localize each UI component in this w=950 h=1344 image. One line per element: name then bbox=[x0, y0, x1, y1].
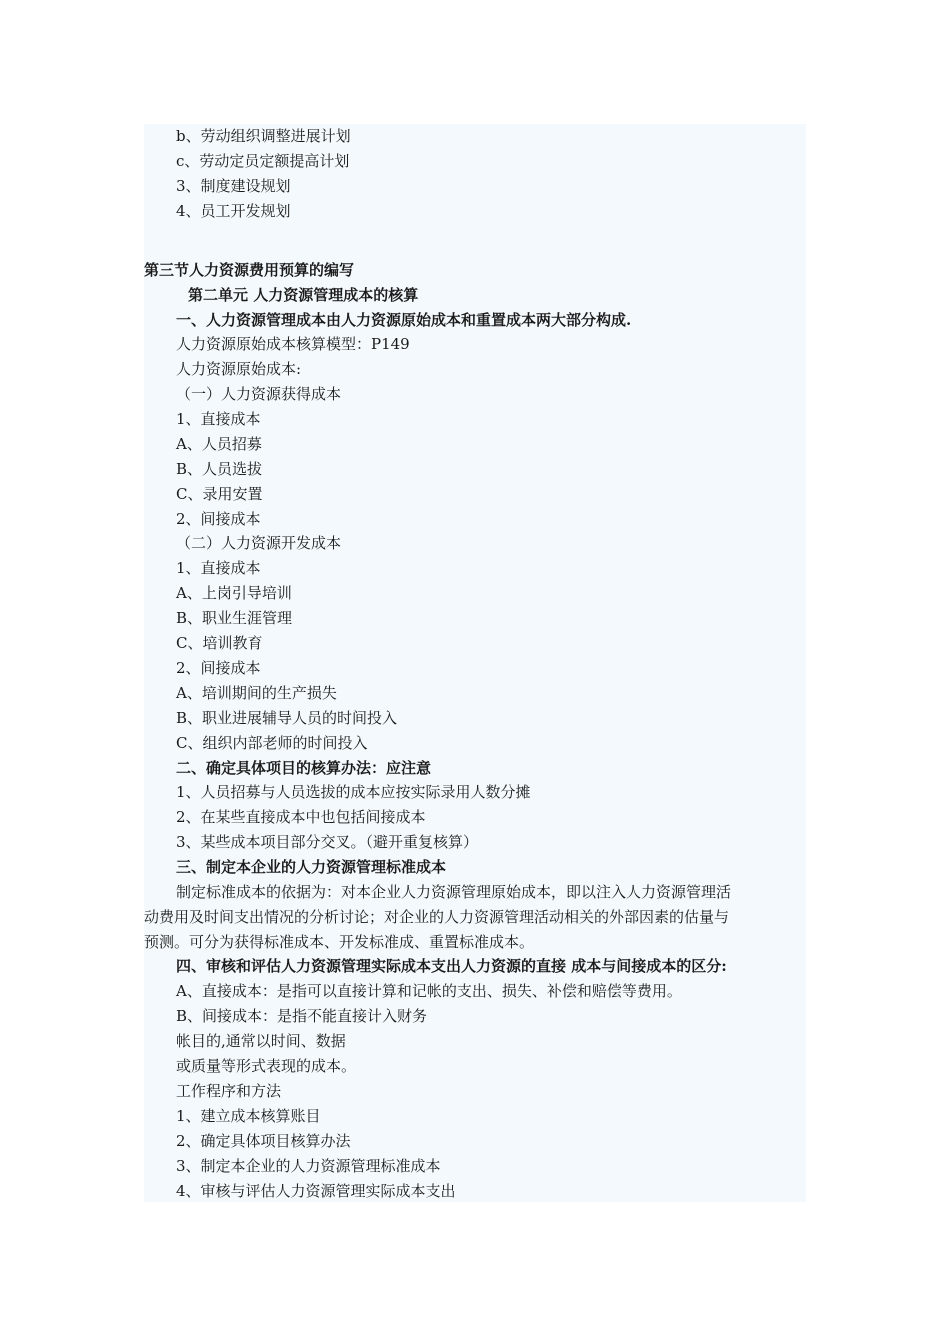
unit-heading: 第二单元 人力资源管理成本的核算 bbox=[188, 286, 419, 304]
text-line: C、组织内部老师的时间投入 bbox=[176, 734, 368, 752]
paragraph-line: 动费用及时间支出情况的分析讨论；对企业的人力资源管理活动相关的外部因素的估量与 bbox=[144, 908, 730, 926]
text-line: 1、直接成本 bbox=[176, 410, 261, 428]
text-line: c、劳动定员定额提高计划 bbox=[176, 152, 350, 170]
subheading: 二、确定具体项目的核算办法：应注意 bbox=[176, 759, 432, 777]
subheading: 一、人力资源管理成本由人力资源原始成本和重置成本两大部分构成. bbox=[176, 311, 632, 329]
text-line: B、人员选拔 bbox=[176, 460, 263, 478]
text-line: 4、员工开发规划 bbox=[176, 202, 291, 220]
text-line: 帐目的,通常以时间、数据 bbox=[176, 1032, 346, 1050]
text-line: 2、间接成本 bbox=[176, 659, 261, 677]
text-line: 1、直接成本 bbox=[176, 559, 261, 577]
text-line: C、培训教育 bbox=[176, 634, 263, 652]
text-line: 2、间接成本 bbox=[176, 510, 261, 528]
text-line: 3、制度建设规划 bbox=[176, 177, 291, 195]
text-line: C、录用安置 bbox=[176, 485, 263, 503]
text-line: B、间接成本：是指不能直接计入财务 bbox=[176, 1007, 428, 1025]
text-line: 1、人员招募与人员选拔的成本应按实际录用人数分摊 bbox=[176, 783, 531, 801]
section-heading: 第三节人力资源费用预算的编写 bbox=[144, 261, 355, 279]
text-line: b、劳动组织调整进展计划 bbox=[176, 127, 351, 145]
text-line: 4、审核与评估人力资源管理实际成本支出 bbox=[176, 1182, 456, 1200]
text-line: 3、某些成本项目部分交叉。（避开重复核算） bbox=[176, 833, 479, 851]
text-line: B、职业生涯管理 bbox=[176, 609, 293, 627]
text-line: 1、建立成本核算账目 bbox=[176, 1107, 321, 1125]
text-line: 工作程序和方法 bbox=[176, 1082, 282, 1100]
text-line: （一）人力资源获得成本 bbox=[176, 385, 342, 403]
text-line: A、直接成本：是指可以直接计算和记帐的支出、损失、补偿和赔偿等费用。 bbox=[176, 982, 682, 1000]
text-line: 2、确定具体项目核算办法 bbox=[176, 1132, 351, 1150]
text-line: 人力资源原始成本核算模型：P149 bbox=[176, 335, 410, 353]
subheading: 四、审核和评估人力资源管理实际成本支出人力资源的直接 成本与间接成本的区分: bbox=[176, 957, 727, 975]
text-line: 人力资源原始成本: bbox=[176, 360, 302, 378]
text-line: 2、在某些直接成本中也包括间接成本 bbox=[176, 808, 426, 826]
subheading: 三、制定本企业的人力资源管理标准成本 bbox=[176, 858, 447, 876]
text-line: 3、制定本企业的人力资源管理标准成本 bbox=[176, 1157, 441, 1175]
text-line: A、培训期间的生产损失 bbox=[176, 684, 337, 702]
paragraph-line: 制定标准成本的依据为：对本企业人力资源管理原始成本，即以注入人力资源管理活 bbox=[176, 883, 732, 901]
paragraph-line: 预测。可分为获得标准成本、开发标准成、重置标准成本。 bbox=[144, 933, 535, 951]
text-line: A、人员招募 bbox=[176, 435, 262, 453]
text-line: A、上岗引导培训 bbox=[176, 584, 292, 602]
text-line: B、职业进展辅导人员的时间投入 bbox=[176, 709, 398, 727]
text-line: （二）人力资源开发成本 bbox=[176, 534, 342, 552]
text-line: 或质量等形式表现的成本。 bbox=[176, 1057, 357, 1075]
